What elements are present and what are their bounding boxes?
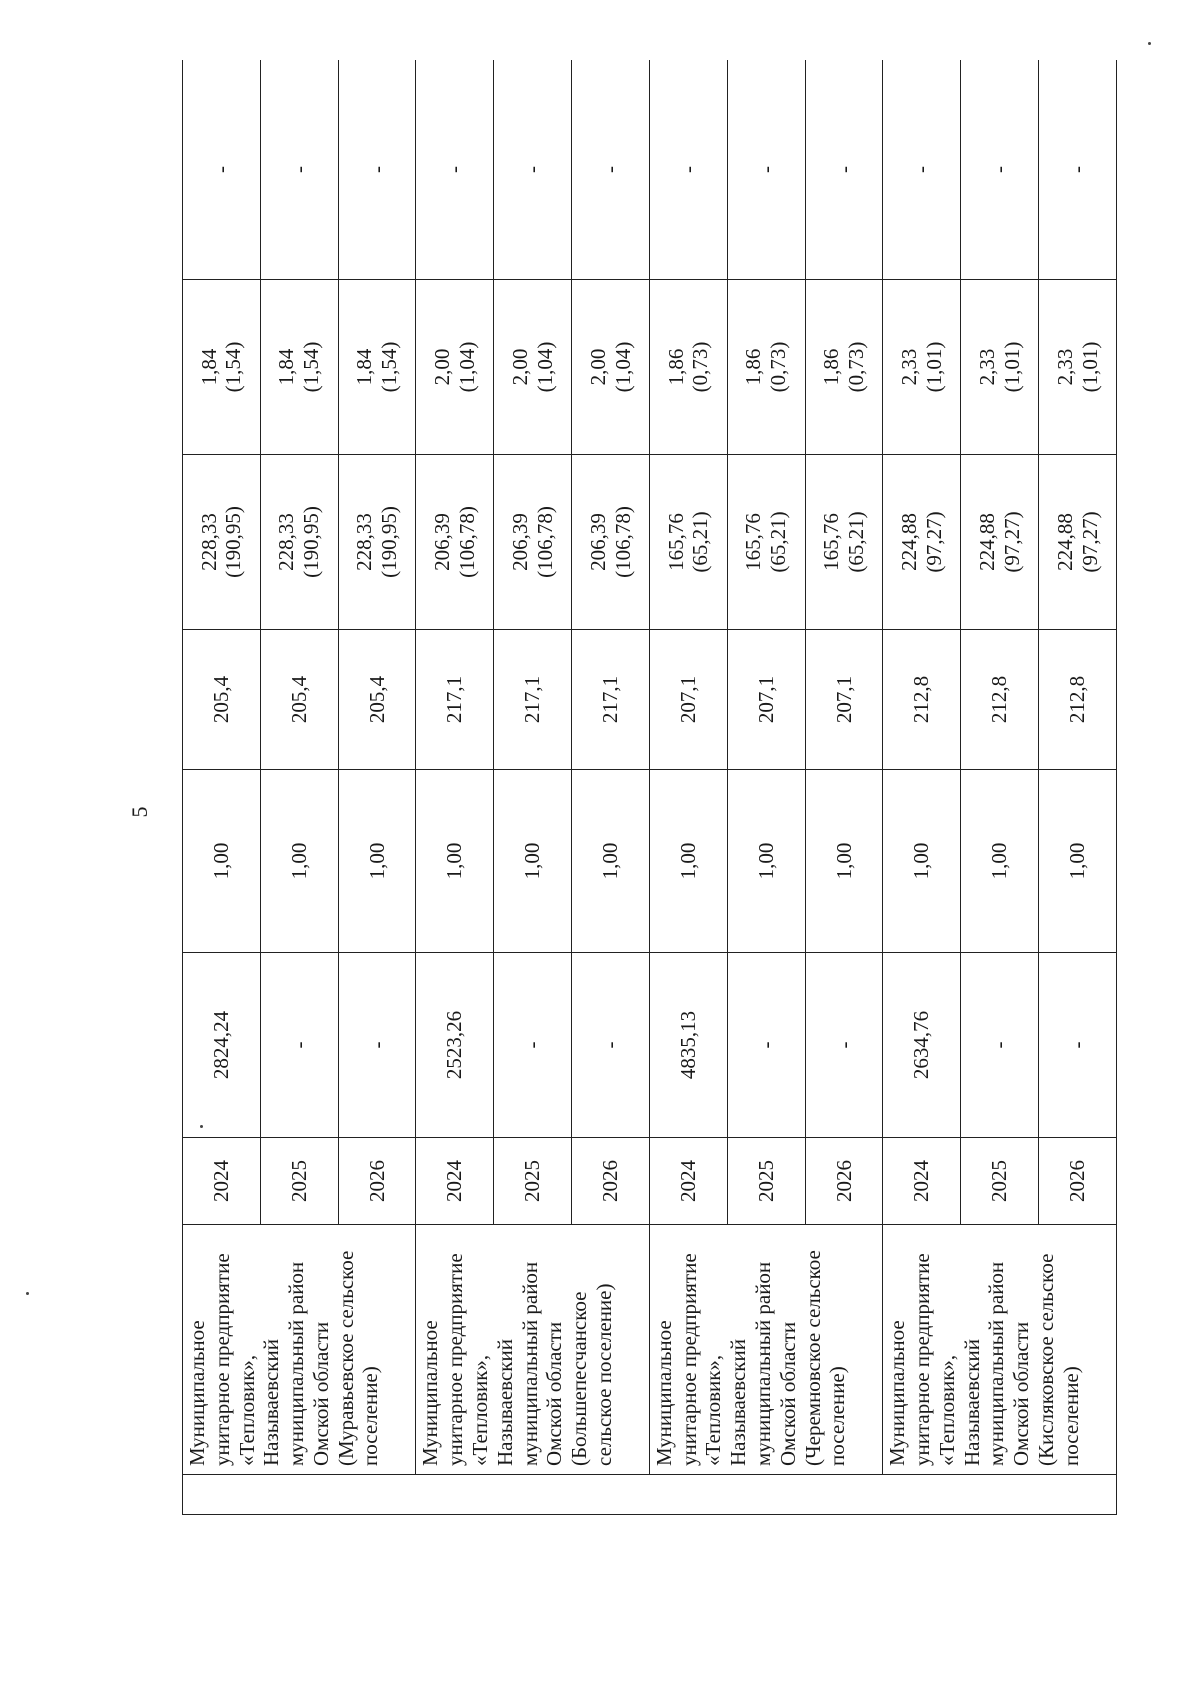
cost-cell: 212,8 bbox=[1039, 630, 1117, 770]
organization-cell bbox=[649, 1225, 882, 1475]
cost-cell: 205,4 bbox=[260, 630, 338, 770]
year-cell: 2025 bbox=[494, 1138, 572, 1225]
tariff-cell bbox=[416, 455, 494, 630]
index-cell: 1,00 bbox=[1039, 770, 1117, 953]
tariff-cell-subvalue: (65,21) bbox=[843, 511, 868, 573]
organization-name: Муниципальное унитарное предприятие «Тепловик», Называевский муниципальный район Омской области (Черемновское сельское поселение) bbox=[651, 1250, 850, 1466]
table-row bbox=[416, 60, 494, 1515]
year-cell: 2026 bbox=[572, 1138, 650, 1225]
tariff-cell-subvalue: (65,21) bbox=[766, 511, 791, 573]
tariff2-cell bbox=[1039, 280, 1117, 455]
tariff2-cell bbox=[183, 280, 261, 455]
tariff-cell bbox=[727, 455, 805, 630]
tariff2-cell bbox=[494, 280, 572, 455]
page-number: 5 bbox=[127, 806, 152, 818]
tariff2-cell bbox=[883, 280, 961, 455]
tariff2-cell-subvalue: (1,04) bbox=[532, 341, 557, 393]
tariff2-cell-subvalue: (0,73) bbox=[766, 341, 791, 393]
tariff2-cell bbox=[805, 280, 883, 455]
tariff-cell-value: 224,88 bbox=[974, 513, 999, 571]
year-cell: 2026 bbox=[338, 1138, 416, 1225]
tariff-cell-subvalue: (106,78) bbox=[454, 506, 479, 578]
tariff-cell-value: 224,88 bbox=[897, 513, 922, 571]
tariff-cell-subvalue: (190,95) bbox=[377, 506, 402, 578]
table-row bbox=[883, 60, 961, 1515]
tariff2-cell-value: 2,00 bbox=[585, 348, 610, 386]
tariff-cell-value: 228,33 bbox=[196, 513, 221, 571]
extra-cell: - bbox=[727, 60, 805, 280]
index-cell: 1,00 bbox=[416, 770, 494, 953]
tariff-cell-subvalue: (106,78) bbox=[532, 506, 557, 578]
cost-cell: 207,1 bbox=[805, 630, 883, 770]
extra-cell: - bbox=[805, 60, 883, 280]
volume-cell: - bbox=[338, 953, 416, 1138]
organization-cell bbox=[416, 1225, 649, 1475]
tariff2-cell-value: 1,86 bbox=[741, 348, 766, 386]
extra-cell: - bbox=[338, 60, 416, 280]
tariff2-cell bbox=[260, 280, 338, 455]
scan-speck bbox=[26, 1292, 29, 1295]
index-cell: 1,00 bbox=[572, 770, 650, 953]
tariff-cell-value: 165,76 bbox=[741, 513, 766, 571]
year-cell: 2025 bbox=[727, 1138, 805, 1225]
tariff2-cell-value: 2,00 bbox=[430, 348, 455, 386]
tariff-cell-value: 165,76 bbox=[663, 513, 688, 571]
volume-cell: - bbox=[572, 953, 650, 1138]
volume-cell: 2523,26 bbox=[416, 953, 494, 1138]
year-cell: 2024 bbox=[649, 1138, 727, 1225]
tariff-cell-subvalue: (97,27) bbox=[921, 511, 946, 573]
extra-cell: - bbox=[183, 60, 261, 280]
tariff2-cell bbox=[727, 280, 805, 455]
tariff2-cell-subvalue: (1,01) bbox=[921, 341, 946, 393]
tariff-cell-value: 224,88 bbox=[1052, 513, 1077, 571]
extra-cell: - bbox=[961, 60, 1039, 280]
tariff2-cell-value: 1,86 bbox=[663, 348, 688, 386]
table-row bbox=[183, 60, 261, 1515]
tariff-cell-subvalue: (97,27) bbox=[1077, 511, 1102, 573]
extra-cell: - bbox=[572, 60, 650, 280]
tariff2-cell-value: 2,00 bbox=[507, 348, 532, 386]
organization-cell bbox=[183, 1225, 416, 1475]
tariff-cell-value: 206,39 bbox=[585, 513, 610, 571]
organization-cell bbox=[883, 1225, 1117, 1475]
index-cell: 1,00 bbox=[260, 770, 338, 953]
tariff-cell bbox=[883, 455, 961, 630]
cost-cell: 212,8 bbox=[961, 630, 1039, 770]
volume-cell: - bbox=[1039, 953, 1117, 1138]
year-cell: 2024 bbox=[416, 1138, 494, 1225]
cost-cell: 217,1 bbox=[416, 630, 494, 770]
tariff2-cell-value: 1,84 bbox=[274, 348, 299, 386]
tariff2-cell-value: 2,33 bbox=[897, 348, 922, 386]
volume-cell: 4835,13 bbox=[649, 953, 727, 1138]
tariff2-cell-subvalue: (1,04) bbox=[454, 341, 479, 393]
volume-cell: - bbox=[961, 953, 1039, 1138]
cost-cell: 207,1 bbox=[727, 630, 805, 770]
tariff2-cell bbox=[572, 280, 650, 455]
index-cell: 1,00 bbox=[883, 770, 961, 953]
tariff-cell-subvalue: (190,95) bbox=[221, 506, 246, 578]
tariff2-cell-subvalue: (1,01) bbox=[999, 341, 1024, 393]
index-cell: 1,00 bbox=[338, 770, 416, 953]
tariff-cell-value: 165,76 bbox=[819, 513, 844, 571]
index-cell: 1,00 bbox=[805, 770, 883, 953]
tariff-cell-value: 228,33 bbox=[352, 513, 377, 571]
extra-cell: - bbox=[494, 60, 572, 280]
tariff-table-frame bbox=[182, 60, 1117, 1515]
tariff-cell-value: 206,39 bbox=[507, 513, 532, 571]
extra-cell: - bbox=[649, 60, 727, 280]
volume-cell: - bbox=[260, 953, 338, 1138]
tariff2-cell-value: 2,33 bbox=[1052, 348, 1077, 386]
tariff-cell bbox=[338, 455, 416, 630]
tariff-cell-value: 228,33 bbox=[274, 513, 299, 571]
tariff-cell-subvalue: (97,27) bbox=[999, 511, 1024, 573]
year-cell: 2026 bbox=[805, 1138, 883, 1225]
tariff-cell bbox=[1039, 455, 1117, 630]
tariff2-cell bbox=[649, 280, 727, 455]
index-cell: 1,00 bbox=[961, 770, 1039, 953]
tariff2-cell-subvalue: (1,54) bbox=[377, 341, 402, 393]
extra-cell: - bbox=[416, 60, 494, 280]
cost-cell: 217,1 bbox=[572, 630, 650, 770]
volume-cell: 2824,24 bbox=[183, 953, 261, 1138]
year-cell: 2025 bbox=[260, 1138, 338, 1225]
tariff-cell bbox=[572, 455, 650, 630]
tariff-cell-subvalue: (190,95) bbox=[299, 506, 324, 578]
tariff-table-rotated bbox=[182, 60, 1117, 1515]
row-number-cell bbox=[183, 1475, 1117, 1515]
tariff2-cell bbox=[961, 280, 1039, 455]
table-row bbox=[649, 60, 727, 1515]
organization-name: Муниципальное унитарное предприятие «Тепловик», Называевский муниципальный район Омской области (Большепесчанское сельское поселение) bbox=[418, 1253, 616, 1466]
tariff-cell bbox=[494, 455, 572, 630]
volume-cell: - bbox=[727, 953, 805, 1138]
tariff2-cell-subvalue: (1,01) bbox=[1077, 341, 1102, 393]
volume-cell: - bbox=[494, 953, 572, 1138]
tariff-cell bbox=[649, 455, 727, 630]
tariff2-cell-subvalue: (0,73) bbox=[843, 341, 868, 393]
year-cell: 2025 bbox=[961, 1138, 1039, 1225]
cost-cell: 217,1 bbox=[494, 630, 572, 770]
tariff2-cell-value: 1,86 bbox=[819, 348, 844, 386]
index-cell: 1,00 bbox=[494, 770, 572, 953]
cost-cell: 212,8 bbox=[883, 630, 961, 770]
year-cell: 2024 bbox=[883, 1138, 961, 1225]
tariff-cell bbox=[805, 455, 883, 630]
tariff-cell bbox=[183, 455, 261, 630]
tariff2-cell-subvalue: (1,04) bbox=[610, 341, 635, 393]
index-cell: 1,00 bbox=[183, 770, 261, 953]
tariff2-cell-value: 1,84 bbox=[352, 348, 377, 386]
tariff-cell-value: 206,39 bbox=[430, 513, 455, 571]
tariff-table-body bbox=[183, 60, 1117, 1515]
volume-cell: 2634,76 bbox=[883, 953, 961, 1138]
scan-speck bbox=[1148, 42, 1151, 45]
organization-name: Муниципальное унитарное предприятие «Тепловик», Называевский муниципальный район Омской области (Кисляковское сельское поселение) bbox=[885, 1253, 1083, 1466]
tariff2-cell bbox=[338, 280, 416, 455]
tariff2-cell-value: 2,33 bbox=[974, 348, 999, 386]
tariff-cell bbox=[961, 455, 1039, 630]
tariff-cell-subvalue: (106,78) bbox=[610, 506, 635, 578]
extra-cell: - bbox=[883, 60, 961, 280]
organization-name: Муниципальное унитарное предприятие «Тепловик», Называевский муниципальный район Омской области (Муравьевское сельское поселение) bbox=[185, 1250, 383, 1466]
tariff2-cell bbox=[416, 280, 494, 455]
index-cell: 1,00 bbox=[727, 770, 805, 953]
tariff-cell-subvalue: (65,21) bbox=[688, 511, 713, 573]
tariff2-cell-subvalue: (1,54) bbox=[221, 341, 246, 393]
cost-cell: 207,1 bbox=[649, 630, 727, 770]
tariff-table bbox=[182, 60, 1117, 1515]
cost-cell: 205,4 bbox=[183, 630, 261, 770]
tariff2-cell-value: 1,84 bbox=[196, 348, 221, 386]
volume-cell: - bbox=[805, 953, 883, 1138]
index-cell: 1,00 bbox=[649, 770, 727, 953]
tariff2-cell-subvalue: (1,54) bbox=[299, 341, 324, 393]
year-cell: 2024 bbox=[183, 1138, 261, 1225]
cost-cell: 205,4 bbox=[338, 630, 416, 770]
tariff-cell bbox=[260, 455, 338, 630]
extra-cell: - bbox=[260, 60, 338, 280]
tariff2-cell-subvalue: (0,73) bbox=[688, 341, 713, 393]
extra-cell: - bbox=[1039, 60, 1117, 280]
year-cell: 2026 bbox=[1039, 1138, 1117, 1225]
